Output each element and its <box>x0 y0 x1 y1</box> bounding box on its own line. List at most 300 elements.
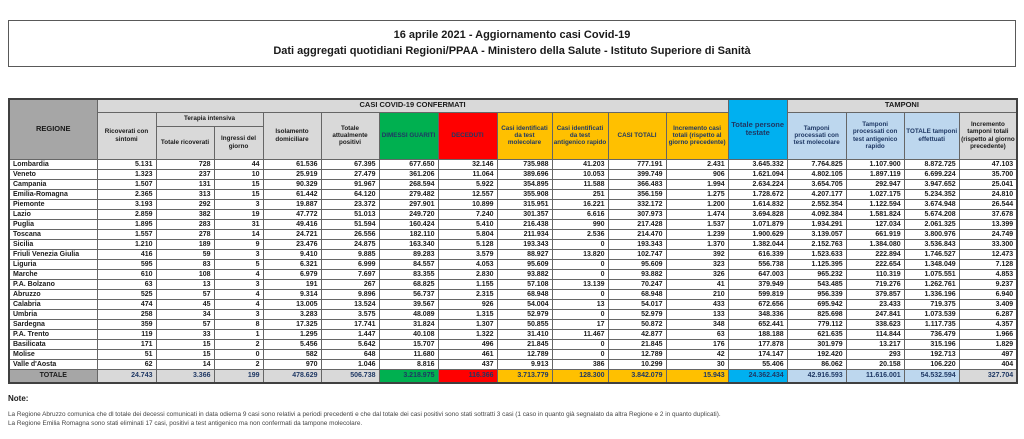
value-cell: 0 <box>552 339 608 349</box>
value-cell: 301.357 <box>497 209 552 219</box>
header-totale-ricoverati: Totale ricoverati <box>156 126 214 159</box>
value-cell: 8 <box>214 319 263 329</box>
header-regione: REGIONE <box>9 99 97 159</box>
value-cell: 338.623 <box>846 319 904 329</box>
value-cell: 189 <box>156 239 214 249</box>
value-cell: 556.738 <box>728 259 787 269</box>
value-cell: 2 <box>214 359 263 369</box>
note-abruzzo: La Regione Abruzzo comunica che dl totale dei decessi comunicati in data odierna 9 casi sono relativi a periodi precedenti e che dal totale dei casi positivi sono stati sottratti 3 casi (1 caso in quanto già segnalato da altra Regione e 2 in quanto duplicati). <box>8 411 721 418</box>
value-cell: 736.479 <box>904 329 959 339</box>
value-cell: 327.704 <box>959 369 1017 383</box>
value-cell: 2.061.325 <box>904 219 959 229</box>
value-cell: 5.410 <box>438 219 497 229</box>
value-cell: 24.810 <box>959 189 1017 199</box>
value-cell: 251 <box>552 189 608 199</box>
region-name: P.A. Bolzano <box>9 279 97 289</box>
value-cell: 33 <box>156 329 214 339</box>
value-cell: 1.107.900 <box>846 159 904 169</box>
value-cell: 3.139.057 <box>787 229 846 239</box>
value-cell: 599.819 <box>728 289 787 299</box>
value-cell: 247.841 <box>846 309 904 319</box>
value-cell: 23.372 <box>321 199 379 209</box>
value-cell: 15.943 <box>666 369 728 383</box>
value-cell: 1.125.395 <box>787 259 846 269</box>
value-cell: 497 <box>959 349 1017 359</box>
value-cell: 8.816 <box>379 359 438 369</box>
value-cell: 91.967 <box>321 179 379 189</box>
value-cell: 57 <box>156 289 214 299</box>
value-cell: 116.366 <box>438 369 497 383</box>
report-title-source: Dati aggregati quotidiani Regioni/PPAA - Ministero della Salute - Istituto Superiore di Sanità <box>273 45 751 57</box>
value-cell: 1 <box>214 329 263 339</box>
totale-label: TOTALE <box>9 369 97 383</box>
value-cell: 40.108 <box>379 329 438 339</box>
value-cell: 582 <box>263 349 321 359</box>
value-cell: 323 <box>666 259 728 269</box>
value-cell: 361.206 <box>379 169 438 179</box>
value-cell: 307.973 <box>608 209 666 219</box>
value-cell: 2.152.763 <box>787 239 846 249</box>
value-cell: 292 <box>156 199 214 209</box>
value-cell: 283 <box>156 219 214 229</box>
region-name: Puglia <box>9 219 97 229</box>
value-cell: 0 <box>552 289 608 299</box>
value-cell: 217.428 <box>608 219 666 229</box>
value-cell: 7.697 <box>321 269 379 279</box>
value-cell: 5.922 <box>438 179 497 189</box>
value-cell: 1.295 <box>263 329 321 339</box>
value-cell: 222.894 <box>846 249 904 259</box>
value-cell: 3.536.843 <box>904 239 959 249</box>
value-cell: 279.482 <box>379 189 438 199</box>
value-cell: 1.382.044 <box>728 239 787 249</box>
table-row <box>9 219 1017 229</box>
value-cell: 267 <box>321 279 379 289</box>
table-row <box>9 239 1017 249</box>
value-cell: 11.064 <box>438 169 497 179</box>
value-cell: 90.329 <box>263 179 321 189</box>
value-cell: 2.431 <box>666 159 728 169</box>
value-cell: 4.802.105 <box>787 169 846 179</box>
value-cell: 621.635 <box>787 329 846 339</box>
value-cell: 386 <box>552 359 608 369</box>
value-cell: 392 <box>666 249 728 259</box>
value-cell: 163.340 <box>379 239 438 249</box>
value-cell: 1.073.539 <box>904 309 959 319</box>
value-cell: 47.103 <box>959 159 1017 169</box>
table-row <box>9 209 1017 219</box>
value-cell: 2 <box>214 339 263 349</box>
table-row <box>9 359 1017 369</box>
value-cell: 41 <box>666 279 728 289</box>
region-name: Campania <box>9 179 97 189</box>
value-cell: 7.764.825 <box>787 159 846 169</box>
table-row <box>9 189 1017 199</box>
value-cell: 0 <box>552 309 608 319</box>
value-cell: 51.594 <box>321 219 379 229</box>
value-cell: 83.355 <box>379 269 438 279</box>
value-cell: 214.470 <box>608 229 666 239</box>
value-cell: 616.339 <box>728 249 787 259</box>
value-cell: 108 <box>156 269 214 279</box>
table-row <box>9 349 1017 359</box>
value-cell: 1.447 <box>321 329 379 339</box>
value-cell: 13.139 <box>552 279 608 289</box>
value-cell: 57.108 <box>497 279 552 289</box>
value-cell: 86.062 <box>787 359 846 369</box>
value-cell: 191 <box>263 279 321 289</box>
value-cell: 14 <box>156 359 214 369</box>
table-row <box>9 259 1017 269</box>
value-cell: 210 <box>666 289 728 299</box>
value-cell: 52.979 <box>608 309 666 319</box>
value-cell: 17.325 <box>263 319 321 329</box>
value-cell: 70.247 <box>608 279 666 289</box>
header-tamponi-molecolare: Tamponi processati con test molecolare <box>787 112 846 159</box>
value-cell: 0 <box>214 349 263 359</box>
value-cell: 1.027.175 <box>846 189 904 199</box>
value-cell: 24.743 <box>97 369 156 383</box>
value-cell: 42.877 <box>608 329 666 339</box>
region-name: Sardegna <box>9 319 97 329</box>
value-cell: 19 <box>214 209 263 219</box>
value-cell: 24.721 <box>263 229 321 239</box>
value-cell: 9.885 <box>321 249 379 259</box>
header-deceduti: DECEDUTI <box>438 112 497 159</box>
value-cell: 5.456 <box>263 339 321 349</box>
table-row <box>9 229 1017 239</box>
value-cell: 315.196 <box>904 339 959 349</box>
value-cell: 496 <box>438 339 497 349</box>
value-cell: 35.700 <box>959 169 1017 179</box>
value-cell: 30 <box>666 359 728 369</box>
notes-heading: Note: <box>8 394 29 403</box>
value-cell: 3 <box>214 199 263 209</box>
value-cell: 24.875 <box>321 239 379 249</box>
value-cell: 258 <box>97 309 156 319</box>
region-name: Emilia-Romagna <box>9 189 97 199</box>
value-cell: 133 <box>666 309 728 319</box>
value-cell: 5.674.208 <box>904 209 959 219</box>
value-cell: 1.262.761 <box>904 279 959 289</box>
value-cell: 595 <box>97 259 156 269</box>
value-cell: 9.410 <box>263 249 321 259</box>
value-cell: 6.979 <box>263 269 321 279</box>
value-cell: 63 <box>97 279 156 289</box>
value-cell: 3.193 <box>97 199 156 209</box>
value-cell: 647.003 <box>728 269 787 279</box>
value-cell: 3.713.779 <box>497 369 552 383</box>
value-cell: 301.979 <box>787 339 846 349</box>
value-cell: 965.232 <box>787 269 846 279</box>
table-row <box>9 199 1017 209</box>
value-cell: 382 <box>156 209 214 219</box>
region-name: P.A. Trento <box>9 329 97 339</box>
value-cell: 44 <box>214 159 263 169</box>
value-cell: 478.629 <box>263 369 321 383</box>
value-cell: 1.900.629 <box>728 229 787 239</box>
value-cell: 292.947 <box>846 179 904 189</box>
value-cell: 1.746.527 <box>904 249 959 259</box>
value-cell: 268.594 <box>379 179 438 189</box>
value-cell: 348 <box>666 319 728 329</box>
value-cell: 1.557 <box>97 229 156 239</box>
value-cell: 1.071.879 <box>728 219 787 229</box>
value-cell: 114.844 <box>846 329 904 339</box>
table-row <box>9 279 1017 289</box>
value-cell: 3.674.948 <box>904 199 959 209</box>
value-cell: 83 <box>156 259 214 269</box>
value-cell: 543.485 <box>787 279 846 289</box>
value-cell: 9.896 <box>321 289 379 299</box>
value-cell: 1.275 <box>666 189 728 199</box>
value-cell: 1.474 <box>666 209 728 219</box>
value-cell: 192.420 <box>787 349 846 359</box>
value-cell: 5.642 <box>321 339 379 349</box>
value-cell: 1.307 <box>438 319 497 329</box>
value-cell: 906 <box>666 169 728 179</box>
value-cell: 15 <box>156 339 214 349</box>
value-cell: 177.878 <box>728 339 787 349</box>
value-cell: 1.370 <box>666 239 728 249</box>
value-cell: 3.947.652 <box>904 179 959 189</box>
value-cell: 93.882 <box>497 269 552 279</box>
value-cell: 222.654 <box>846 259 904 269</box>
value-cell: 1.322 <box>438 329 497 339</box>
value-cell: 3.800.976 <box>904 229 959 239</box>
value-cell: 3.575 <box>321 309 379 319</box>
value-cell: 3.645.332 <box>728 159 787 169</box>
value-cell: 6.616 <box>552 209 608 219</box>
value-cell: 11.588 <box>552 179 608 189</box>
value-cell: 1.897.119 <box>846 169 904 179</box>
value-cell: 57 <box>156 319 214 329</box>
value-cell: 128.300 <box>552 369 608 383</box>
value-cell: 326 <box>666 269 728 279</box>
value-cell: 237 <box>156 169 214 179</box>
value-cell: 3.218.975 <box>379 369 438 383</box>
table-row <box>9 169 1017 179</box>
value-cell: 4.207.177 <box>787 189 846 199</box>
value-cell: 20.158 <box>846 359 904 369</box>
value-cell: 160.424 <box>379 219 438 229</box>
value-cell: 672.656 <box>728 299 787 309</box>
value-cell: 1.829 <box>959 339 1017 349</box>
value-cell: 1.621.094 <box>728 169 787 179</box>
value-cell: 31.824 <box>379 319 438 329</box>
value-cell: 1.348.049 <box>904 259 959 269</box>
value-cell: 6.999 <box>321 259 379 269</box>
value-cell: 8.872.725 <box>904 159 959 169</box>
value-cell: 193.343 <box>608 239 666 249</box>
value-cell: 3.579 <box>438 249 497 259</box>
value-cell: 102.747 <box>608 249 666 259</box>
region-name: Molise <box>9 349 97 359</box>
value-cell: 5 <box>214 259 263 269</box>
value-cell: 359 <box>97 319 156 329</box>
value-cell: 12.789 <box>497 349 552 359</box>
header-ricoverati-con-sintomi: Ricoverati con sintomi <box>97 112 156 159</box>
header-totale-tamponi: TOTALE tamponi effettuati <box>904 112 959 159</box>
value-cell: 21.845 <box>497 339 552 349</box>
value-cell: 67.395 <box>321 159 379 169</box>
region-name: Marche <box>9 269 97 279</box>
value-cell: 68.825 <box>379 279 438 289</box>
value-cell: 61.442 <box>263 189 321 199</box>
value-cell: 15 <box>214 189 263 199</box>
value-cell: 354.895 <box>497 179 552 189</box>
value-cell: 661.919 <box>846 229 904 239</box>
value-cell: 1.117.735 <box>904 319 959 329</box>
value-cell: 389.696 <box>497 169 552 179</box>
value-cell: 3 <box>214 249 263 259</box>
value-cell: 89.283 <box>379 249 438 259</box>
value-cell: 13.820 <box>552 249 608 259</box>
value-cell: 26.544 <box>959 199 1017 209</box>
value-cell: 211.934 <box>497 229 552 239</box>
value-cell: 315.951 <box>497 199 552 209</box>
value-cell: 0 <box>552 349 608 359</box>
value-cell: 52.979 <box>497 309 552 319</box>
value-cell: 48.089 <box>379 309 438 319</box>
value-cell: 32.146 <box>438 159 497 169</box>
value-cell: 1.994 <box>666 179 728 189</box>
region-name: Abruzzo <box>9 289 97 299</box>
value-cell: 93.882 <box>608 269 666 279</box>
value-cell: 171 <box>97 339 156 349</box>
value-cell: 1.728.672 <box>728 189 787 199</box>
value-cell: 9 <box>214 239 263 249</box>
value-cell: 131 <box>156 179 214 189</box>
table-header <box>9 99 1017 159</box>
value-cell: 13 <box>552 299 608 309</box>
value-cell: 7.240 <box>438 209 497 219</box>
region-name: Valle d'Aosta <box>9 359 97 369</box>
value-cell: 39.567 <box>379 299 438 309</box>
value-cell: 1.046 <box>321 359 379 369</box>
value-cell: 3.283 <box>263 309 321 319</box>
value-cell: 4 <box>214 289 263 299</box>
value-cell: 1.200 <box>666 199 728 209</box>
value-cell: 779.112 <box>787 319 846 329</box>
value-cell: 610 <box>97 269 156 279</box>
value-cell: 379.857 <box>846 289 904 299</box>
value-cell: 506.738 <box>321 369 379 383</box>
value-cell: 127.034 <box>846 219 904 229</box>
value-cell: 45 <box>156 299 214 309</box>
value-cell: 525 <box>97 289 156 299</box>
value-cell: 51 <box>97 349 156 359</box>
value-cell: 50.872 <box>608 319 666 329</box>
header-isolamento-domiciliare: Isolamento domiciliare <box>263 112 321 159</box>
value-cell: 41.203 <box>552 159 608 169</box>
table-row <box>9 269 1017 279</box>
value-cell: 12.473 <box>959 249 1017 259</box>
value-cell: 24.749 <box>959 229 1017 239</box>
value-cell: 176 <box>666 339 728 349</box>
value-cell: 3.366 <box>156 369 214 383</box>
value-cell: 37.678 <box>959 209 1017 219</box>
value-cell: 10 <box>214 169 263 179</box>
value-cell: 49.416 <box>263 219 321 229</box>
value-cell: 1.315 <box>438 309 497 319</box>
totale-row <box>9 369 1017 383</box>
value-cell: 1.155 <box>438 279 497 289</box>
value-cell: 1.537 <box>666 219 728 229</box>
value-cell: 9.913 <box>497 359 552 369</box>
region-name: Calabria <box>9 299 97 309</box>
value-cell: 10.299 <box>608 359 666 369</box>
table-row <box>9 339 1017 349</box>
header-tamponi-antigenico: Tamponi processati con test antigenico rapido <box>846 112 904 159</box>
region-name: Basilicata <box>9 339 97 349</box>
note-emilia-romagna: La Regione Emilia Romagna sono stati eliminati 17 casi, positivi a test antigenico ma non confermati da tampone molecolare. <box>8 420 363 427</box>
value-cell: 1.507 <box>97 179 156 189</box>
header-group-tamponi: TAMPONI <box>787 99 1017 112</box>
value-cell: 404 <box>959 359 1017 369</box>
header-totale-attualmente-positivi: Totale attualmente positivi <box>321 112 379 159</box>
value-cell: 1.336.196 <box>904 289 959 299</box>
value-cell: 652.441 <box>728 319 787 329</box>
region-name: Liguria <box>9 259 97 269</box>
value-cell: 1.934.291 <box>787 219 846 229</box>
value-cell: 192.713 <box>904 349 959 359</box>
region-name: Toscana <box>9 229 97 239</box>
value-cell: 7.128 <box>959 259 1017 269</box>
table-row <box>9 249 1017 259</box>
value-cell: 926 <box>438 299 497 309</box>
table-row <box>9 319 1017 329</box>
value-cell: 695.942 <box>787 299 846 309</box>
value-cell: 12.557 <box>438 189 497 199</box>
value-cell: 50.855 <box>497 319 552 329</box>
value-cell: 2.830 <box>438 269 497 279</box>
value-cell: 95.609 <box>608 259 666 269</box>
value-cell: 13.524 <box>321 299 379 309</box>
value-cell: 1.614.832 <box>728 199 787 209</box>
value-cell: 54.017 <box>608 299 666 309</box>
value-cell: 10.053 <box>552 169 608 179</box>
value-cell: 379.949 <box>728 279 787 289</box>
value-cell: 461 <box>438 349 497 359</box>
value-cell: 278 <box>156 229 214 239</box>
value-cell: 3.409 <box>959 299 1017 309</box>
table-row <box>9 289 1017 299</box>
value-cell: 6.287 <box>959 309 1017 319</box>
table-row <box>9 309 1017 319</box>
value-cell: 348.336 <box>728 309 787 319</box>
value-cell: 1.122.594 <box>846 199 904 209</box>
value-cell: 34 <box>156 309 214 319</box>
value-cell: 68.948 <box>608 289 666 299</box>
value-cell: 0 <box>552 259 608 269</box>
value-cell: 1.210 <box>97 239 156 249</box>
value-cell: 106.220 <box>904 359 959 369</box>
table-row <box>9 159 1017 169</box>
value-cell: 17.741 <box>321 319 379 329</box>
header-casi-test-molecolare: Casi identificati da test molecolare <box>497 112 552 159</box>
value-cell: 9.237 <box>959 279 1017 289</box>
region-name: Piemonte <box>9 199 97 209</box>
value-cell: 9.314 <box>263 289 321 299</box>
value-cell: 17 <box>552 319 608 329</box>
value-cell: 825.698 <box>787 309 846 319</box>
value-cell: 16.221 <box>552 199 608 209</box>
value-cell: 1.523.633 <box>787 249 846 259</box>
value-cell: 4 <box>214 299 263 309</box>
value-cell: 188.188 <box>728 329 787 339</box>
value-cell: 719.276 <box>846 279 904 289</box>
